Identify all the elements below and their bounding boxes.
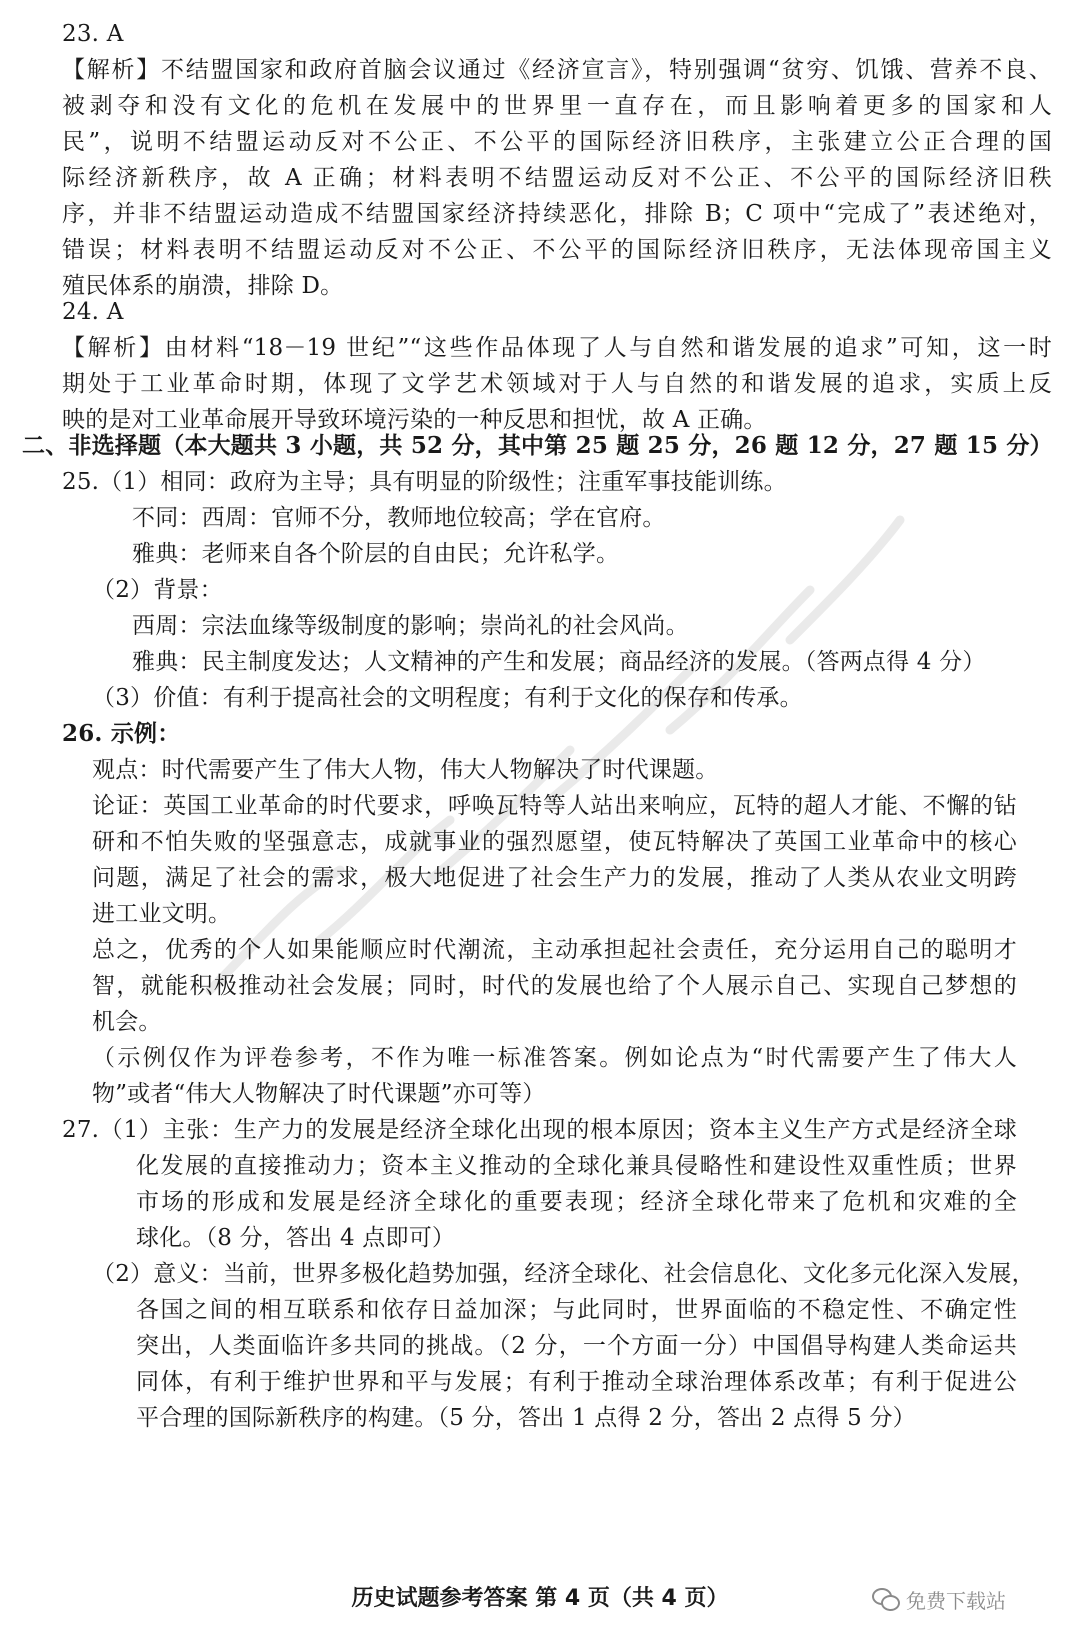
q27-line: 27.（1）主张：生产力的发展是经济全球化出现的根本原因；资本主义生产方式是经济全球 [62,1117,1017,1143]
q25-line: （3）价值：有利于提高社会的文明程度；有利于文化的保存和传承。 [92,685,803,711]
page-footer: 历史试题参考答案 第 4 页（共 4 页） [351,1586,729,1611]
q25-line: 雅典：民主制度发达；人文精神的产生和发展；商品经济的发展。（答两点得 4 分） [132,649,986,675]
q24-analysis-line: 映的是对工业革命展开导致环境污染的一种反思和担忧，故 A 正确。 [62,407,767,433]
section-heading: 二、非选择题（本大题共 3 小题，共 52 分，其中第 25 题 25 分，26 题 12 分，27 题 15 分） [22,432,1053,459]
q25-line: 不同：西周：官师不分，教师地位较高；学在官府。 [132,505,666,531]
q27-line: 各国之间的相互联系和依存日益加深；与此同时，世界面临的不稳定性、不确定性 [136,1297,1017,1323]
q26-line: 机会。 [92,1009,162,1035]
q26-line: 物”或者“伟大人物解决了时代课题”亦可等） [92,1081,546,1107]
q23-analysis-line: 序，并非不结盟运动造成不结盟国家经济持续恶化，排除 B；C 项中“完成了”表述绝对， [62,201,1052,227]
q23-number: 23. A [62,21,124,47]
q23-analysis-line: 被剥夺和没有文化的危机在发展中的世界里一直存在，而且影响着更多的国家和人 [62,93,1052,119]
q27-line: 球化。（8 分，答出 4 点即可） [136,1225,456,1251]
q27-line: 平合理的国际新秩序的构建。（5 分，答出 1 点得 2 分，答出 2 点得 5 分） [136,1405,916,1431]
q27-line: 市场的形成和发展是经济全球化的重要表现；经济全球化带来了危机和灾难的全 [136,1189,1017,1215]
wechat-icon [872,1588,900,1610]
q27-line: 同体，有利于维护世界和平与发展；有利于推动全球治理体系改革；有利于促进公 [136,1369,1017,1395]
q24-analysis-line: 【解析】由材料“18－19 世纪”“这些作品体现了人与自然和谐发展的追求”可知，这一时 [62,335,1052,361]
q24-number: 24. A [62,299,124,325]
q26-line: 总之，优秀的个人如果能顺应时代潮流，主动承担起社会责任，充分运用自己的聪明才 [92,937,1017,963]
q26-line: 问题，满足了社会的需求，极大地促进了社会生产力的发展，推动了人类从农业文明跨 [92,865,1017,891]
source-badge-label: 免费下载站 [906,1588,1006,1613]
q26-line: 研和不怕失败的坚强意志，成就事业的强烈愿望，使瓦特解决了英国工业革命中的核心 [92,829,1017,855]
q25-line: 雅典：老师来自各个阶层的自由民；允许私学。 [132,541,620,567]
q23-analysis-line: 错误；材料表明不结盟运动反对不公正、不公平的国际经济旧秩序，无法体现帝国主义 [62,237,1052,263]
q27-line: （2）意义：当前，世界多极化趋势加强，经济全球化、社会信息化、文化多元化深入发展， [92,1261,1035,1287]
q25-line: （2）背景： [92,577,223,603]
q23-analysis-line: 际经济新秩序，故 A 正确；材料表明不结盟运动反对不公正、不公平的国际经济旧秩 [62,165,1052,191]
q27-line: 突出，人类面临许多共同的挑战。（2 分，一个方面一分）中国倡导构建人类命运共 [136,1333,1017,1359]
q26-line: 观点：时代需要产生了伟大人物，伟大人物解决了时代课题。 [92,757,719,783]
source-badge [872,1583,1006,1615]
q26-line: 智，就能积极推动社会发展；同时，时代的发展也给了个人展示自己、实现自己梦想的 [92,973,1017,999]
q26-line: 进工业文明。 [92,901,232,927]
q25-line: 25.（1）相同：政府为主导；具有明显的阶级性；注重军事技能训练。 [62,469,787,495]
q23-analysis-line: 民”，说明不结盟运动反对不公正、不公平的国际经济旧秩序，主张建立公正合理的国 [62,129,1052,155]
q23-analysis-line: 【解析】不结盟国家和政府首脑会议通过《经济宣言》，特别强调“贫穷、饥饿、营养不良、 [62,57,1052,83]
q24-analysis-line: 期处于工业革命时期，体现了文学艺术领域对于人与自然的和谐发展的追求，实质上反 [62,371,1052,397]
q26-line: （示例仅作为评卷参考，不作为唯一标准答案。例如论点为“时代需要产生了伟大人 [92,1045,1017,1071]
q26-number: 26. 示例： [62,720,181,747]
q26-line: 论证：英国工业革命的时代要求，呼唤瓦特等人站出来响应，瓦特的超人才能、不懈的钻 [92,793,1017,819]
q25-line: 西周：宗法血缘等级制度的影响；崇尚礼的社会风尚。 [132,613,689,639]
q27-line: 化发展的直接推动力；资本主义推动的全球化兼具侵略性和建设性双重性质；世界 [136,1153,1017,1179]
q23-analysis-line: 殖民体系的崩溃，排除 D。 [62,273,344,299]
